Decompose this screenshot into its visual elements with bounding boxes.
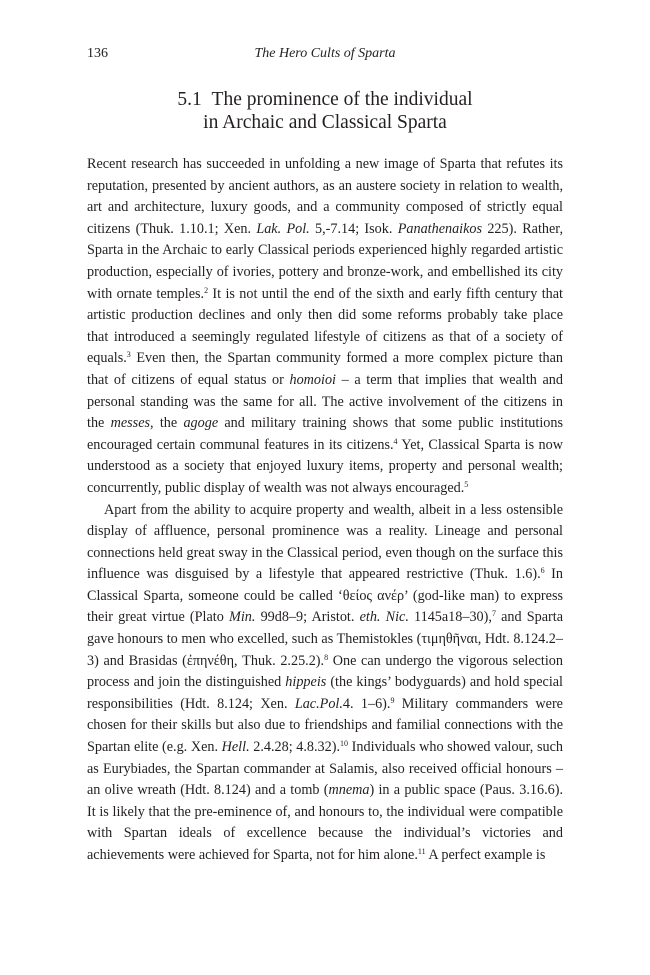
text-run: Even then, the Spartan community formed a more complex picture than that of citizens of equal status or [87, 350, 563, 388]
page-number: 136 [87, 46, 108, 61]
italic-term: mnema [328, 782, 370, 799]
text-run: 5,-7.14; Isok. [309, 220, 398, 237]
text-run: Apart from the ability to acquire property and wealth, albeit in a less ostensible display of affluence, personal prominence was a reality. Lineage and personal connections held great sway in the Classical period, even though on the surface this influence was disguised by a lifestyle that appeared restrictive (Thuk. 1.6). [87, 501, 563, 583]
footnote-marker: 7 [491, 609, 496, 619]
body-paragraph [87, 154, 563, 500]
footnote-marker: 2 [204, 285, 209, 295]
section-number: 5.1 [177, 89, 202, 110]
footnote-marker: 4 [393, 436, 398, 446]
section-title-line-2: in Archaic and Classical Sparta [203, 112, 447, 133]
footnote-marker: 3 [126, 350, 131, 360]
italic-term: Lak. Pol. [256, 220, 310, 237]
footnote-marker: 10 [340, 739, 349, 749]
text-run: , the [150, 415, 184, 432]
italic-term: Lac.Pol. [294, 695, 343, 712]
text-run: Military commanders were chosen for their skills but also due to friendships and familial connections with the Spartan elite (e.g. Xen. [87, 695, 563, 756]
italic-term: Min. [229, 609, 256, 626]
section-heading [87, 88, 563, 134]
running-title: The Hero Cults of Sparta [254, 46, 396, 61]
italic-term: Hell. [221, 739, 250, 756]
footnote-marker: 11 [417, 847, 426, 856]
text-run: – a term that implies that wealth and personal standing was the same for all. The active involvement of the citizens in the [87, 371, 563, 432]
text-run: 1145a18–30), [408, 609, 492, 626]
text-run: Yet, Classical Sparta is now understood as a society that enjoyed luxury items, property and personal wealth; concurrently, public display of wealth was not always encouraged. [87, 436, 563, 496]
text-run: 225). Rather, Sparta in the Archaic to early Classical periods experienced highly regarded artistic production, especially of ivories, pottery and bronze-work, and embellished its city with ornate temples. [87, 220, 563, 302]
running-head [87, 46, 563, 66]
section-heading-line-1 [87, 88, 563, 111]
italic-term: Panathenaikos [397, 220, 483, 237]
text-run: 99d8–9; Aristot. [255, 609, 360, 626]
text-run: A perfect example is [425, 847, 546, 863]
text-run: In Classical Sparta, someone could be called ‘θείος ανέρ’ (god-like man) to express their great virtue (Plato [87, 566, 564, 626]
section-title-line-1: The prominence of the individual [211, 89, 473, 110]
footnote-marker: 6 [540, 566, 545, 576]
italic-term: messes [110, 415, 151, 432]
text-run: 4. 1–6). [342, 695, 391, 712]
text-run: One can undergo the vigorous selection process and join the distinguished [87, 652, 563, 691]
italic-term: hippeis [285, 674, 327, 691]
body-text [87, 154, 563, 867]
italic-term: homoioi [289, 371, 336, 388]
text-run: Individuals who showed valour, such as Eurybiades, the Spartan commander at Salamis, also received official honours – an olive wreath (Hdt. 8.124) and a tomb ( [87, 739, 563, 799]
body-paragraph [87, 500, 563, 867]
text-run: Recent research has succeeded in unfolding a new image of Sparta that refutes its reputation, presented by ancient authors, as an austere society in relation to wealth, art and architecture, luxury goods, and a community composed of strictly equal citizens (Thuk. 1.10.1; Xen. [87, 156, 563, 237]
text-run: 2.4.28; 4.8.32). [249, 739, 341, 756]
footnote-marker: 8 [324, 652, 329, 662]
text-run: (the kings’ bodyguards) and hold special responsibilities (Hdt. 8.124; Xen. [87, 674, 563, 712]
footnote-marker: 5 [464, 479, 469, 489]
italic-term: eth. Nic. [359, 609, 409, 626]
italic-term: agoge [183, 415, 219, 432]
text-run: ) in a public space (Paus. 3.16.6). It is likely that the pre-eminence of, and honours to, the individual were compatible with Spartan ideals of excellence because the individual’s victories and achievements were achieved for Sparta, not for him alone. [87, 782, 563, 863]
text-run: and military training shows that some public institutions encouraged certain communal features in its citizens. [87, 415, 563, 453]
footnote-marker: 9 [390, 695, 395, 705]
text-run: and Sparta gave honours to men who excelled, such as Themistokles (τιμηθῆναι, Hdt. 8.124.2–3) and Brasidas (ἐπηνέθη, Thuk. 2.25.2). [87, 609, 563, 669]
text-run: It is not until the end of the sixth and early fifth century that artistic production declines and only then did some reforms probably take place that introduced a seemingly regulated lifestyle of citizens as that of a society of equals. [87, 285, 563, 367]
